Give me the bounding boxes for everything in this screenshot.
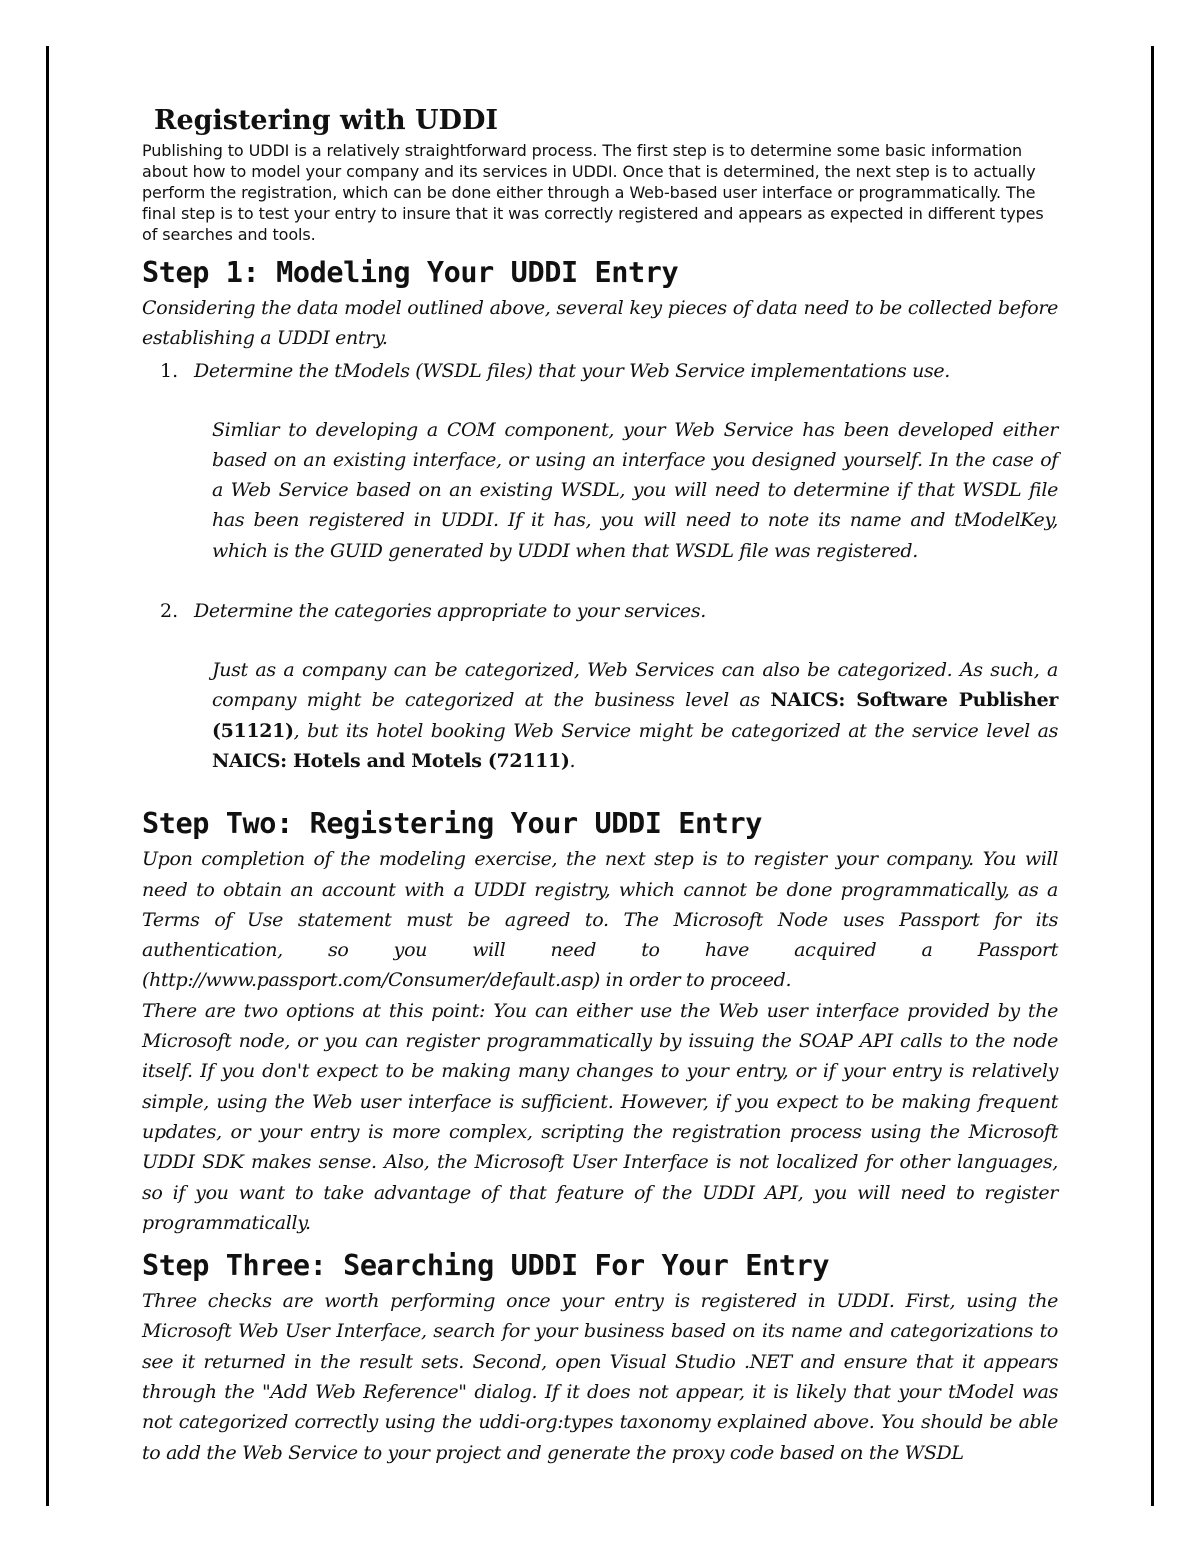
step-2-heading: Step Two: Registering Your UDDI Entry [142,807,763,841]
list-item-2-detail [212,655,1058,776]
step-1-heading: Step 1: Modeling Your UDDI Entry [142,256,679,289]
list-number: 1. [160,359,179,382]
list-number: 2. [160,600,179,623]
intro-paragraph: Publishing to UDDI is a relatively straightforward process. The first step is to determine some basic information about how to model your company and its services in UDDI. Once that is determined, the next step is to actually perform the registration, which can be done either through a Web-based user interface or programmatically. The final step is to test your entry to insure that it was correctly registered and appears as expected in different types of searches and tools. [142,141,1044,244]
naics-hotels-motels: NAICS: Hotels and Motels (72111) [212,749,570,772]
step-1-lead: Considering the data model outlined above, several key pieces of data need to be collected before establishing a UDDI entry. [142,297,1058,350]
right-margin-rule [1151,46,1154,1506]
naics-software-publisher: NAICS: Software Publisher (51121) [212,689,1058,742]
document-page [142,104,1058,1468]
detail-text: Just as a company can be categorized, Web Services can also be categorized. As such, a company might be categorized at the business level as [212,659,1058,712]
step-3-section [142,1248,1058,1468]
step-3-paragraph-1: Three checks are worth performing once your entry is registered in UDDI. First, using the Microsoft Web User Interface, search for your business based on its name and categorizations to see it returned in the result sets. Second, open Visual Studio .NET and ensure that it appears through the "Add Web Reference" dialog. If it does not appear, it is likely that your tModel was not categorized correctly using the uddi-org:types taxonomy explained above. You should be able to add the Web Service to your project and generate the proxy code based on the WSDL [142,1290,1058,1464]
list-item-text: Determine the categories appropriate to your services. [194,600,706,623]
step-2-paragraph-1: Upon completion of the modeling exercise, the next step is to register your company. You will need to obtain an account with a UDDI registry, which cannot be done programmatically, as a Terms of Use statement must be agreed to. The Microsoft Node uses Passport for its authentication, so you will need to have acquired a Passport (http://www.passport.com/Consumer/default.asp) in order to proceed. [142,848,1058,992]
detail-text: . [569,749,576,772]
list-item-text: Determine the tModels (WSDL files) that your Web Service implementations use. [194,359,950,382]
step-2-section [142,806,1058,1238]
list-item-1-detail: Simliar to developing a COM component, your Web Service has been developed either based on an existing interface, or using an interface you designed yourself. In the case of a Web Service based on an existing WSDL, you will need to determine if that WSDL file has been registered in UDDI. If it has, you will need to note its name and tModelKey, which is the GUID generated by UDDI when that WSDL file was registered. [212,418,1058,562]
step-3-heading: Step Three: Searching UDDI For Your Entry [142,1249,830,1283]
step-2-paragraph-2: There are two options at this point: You can either use the Web user interface provided by the Microsoft node, or you can register programmatically by issuing the SOAP API calls to the node itself. If you don't expect to be making many changes to your entry, or if your entry is relatively simple, using the Web user interface is sufficient. However, if you expect to be making frequent updates, or your entry is more complex, scripting the registration process using the Microsoft UDDI SDK makes sense. Also, the Microsoft User Interface is not localized for other languages, so if you want to take advantage of that feature of the UDDI API, you will need to register programmatically. [142,999,1058,1234]
page-title: Registering with UDDI [154,105,498,136]
step-1-section [142,255,1058,776]
list-item-1 [142,356,1058,386]
detail-text: , but its hotel booking Web Service might be categorized at the service level as [293,719,1058,742]
list-item-2 [142,596,1058,626]
left-margin-rule [46,46,49,1506]
